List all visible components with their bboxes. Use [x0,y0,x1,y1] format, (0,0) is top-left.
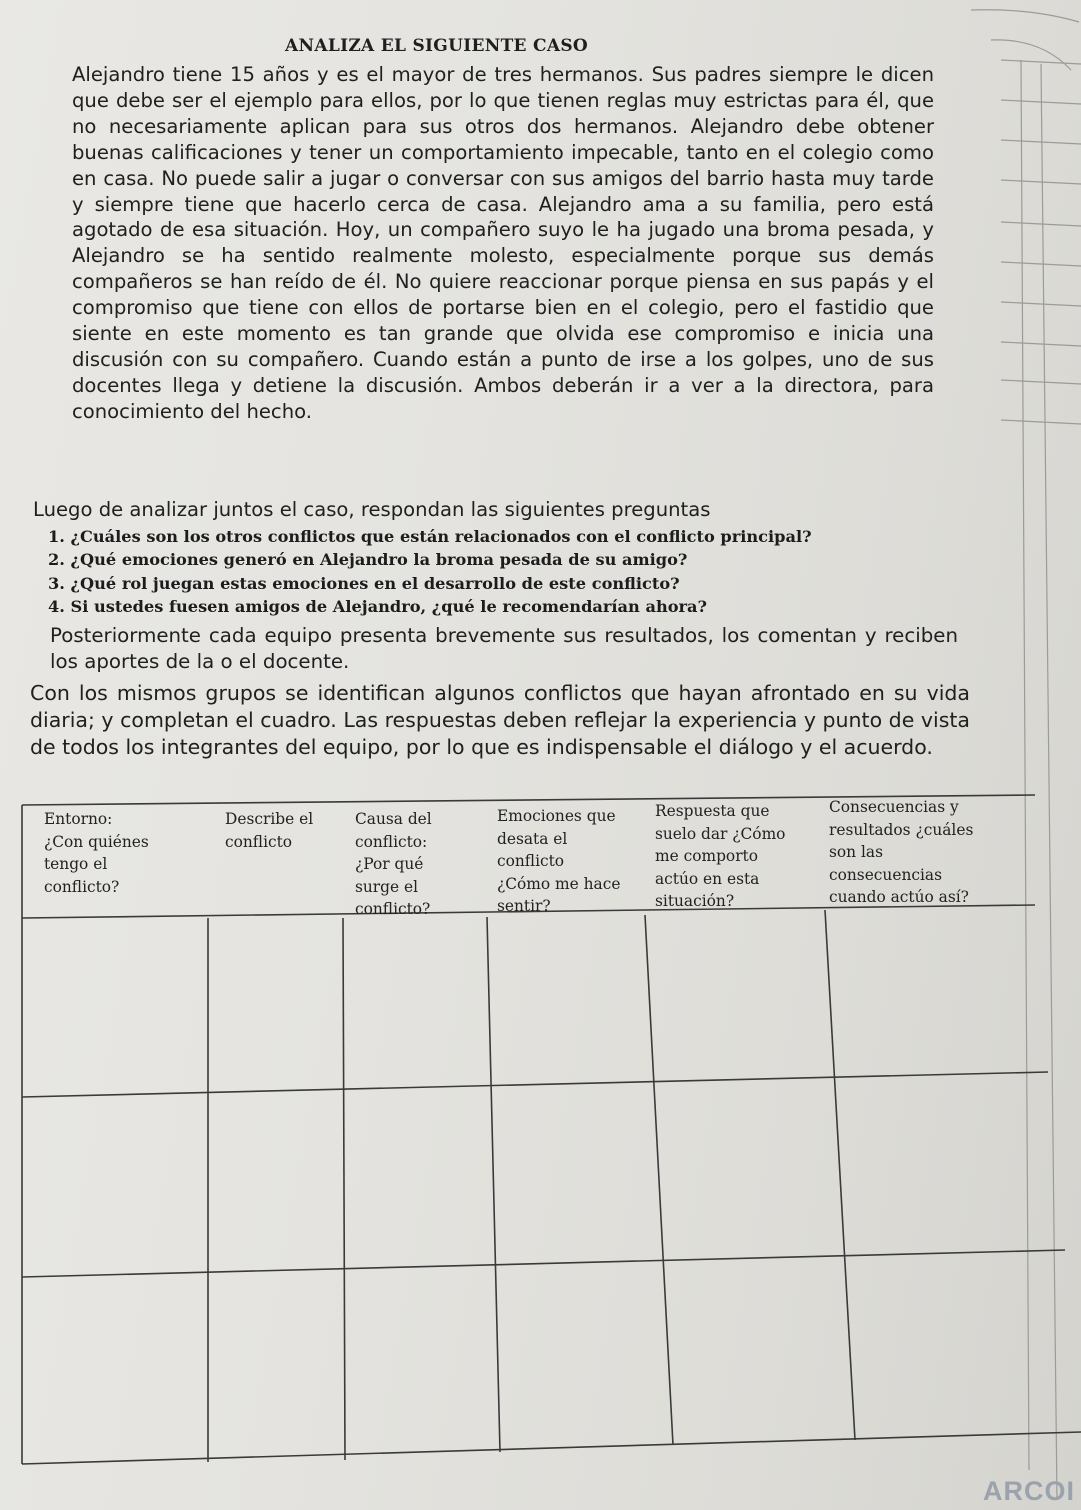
table-header-emociones: Emociones que desata el conflicto ¿Cómo me hace sentir? [497,807,621,915]
table-header-consecuencias: Consecuencias y resultados ¿cuáles son las consecuencias cuando actúo así? [829,798,974,906]
case-story: Alejandro tiene 15 años y es el mayor de tres hermanos. Sus padres siempre le dicen que debe ser el ejemplo para ellos, por lo que tienen reglas muy estrictas para él, que no necesariamente aplican para sus otros dos hermanos. Alejandro debe obtener buenas calificaciones y tener un comportamiento impecable, tanto en el colegio como en casa. No puede salir a jugar o conversar con sus amigos del barrio hasta muy tarde y siempre tiene que hacerlo cerca de casa. Alejandro ama a su familia, pero está agotado de esa situación. Hoy, un compañero suyo le ha jugado una broma pesada, y Alejandro se ha sentido realmente molesto, especialmente porque sus demás compañeros se han reído de él. No quiere reaccionar porque piensa en sus papás y el compromiso que tiene con ellos de portarse bien en el colegio, pero el fastidio que siente en este momento es tan grande que olvida ese compromiso e inicia una discusión con su compañero. Cuando están a punto de irse a los golpes, uno de sus docentes llega y detiene la discusión. Ambos deberán ir a ver a la directora, para conocimiento del hecho. [72,63,934,423]
table-instructions: Con los mismos grupos se identifican algunos conflictos que hayan afrontado en su vida diaria; y completan el cuadro. Las respuestas deben reflejar la experiencia y punto de vista de todos los integrantes del equipo, por lo que es indispensable el diálogo y el acuerdo. [30,681,970,759]
page-title: ANALIZA EL SIGUIENTE CASO [285,36,589,56]
publisher-watermark: ARCOI [983,1476,1075,1506]
table-header-respuesta: Respuesta que suelo dar ¿Cómo me comporto actúo en esta situación? [655,802,786,910]
question-item: 1. ¿Cuáles son los otros conflictos que están relacionados con el conflicto principal? [48,527,812,546]
instructions-intro: Luego de analizar juntos el caso, respondan las siguientes preguntas [33,498,711,521]
table-header-describe: Describe el conflicto [225,810,314,851]
question-item: 4. Si ustedes fuesen amigos de Alejandro, ¿qué le recomendarían ahora? [48,597,708,617]
table-header-causa: Causa del conflicto: ¿Por qué surge el conflicto? [355,810,432,918]
followup-paragraph: Posteriormente cada equipo presenta brevemente sus resultados, los comentan y reciben los aportes de la o el docente. [50,624,958,673]
table-header-entorno: Entorno: ¿Con quiénes tengo el conflicto? [44,810,149,896]
question-item: 2. ¿Qué emociones generó en Alejandro la broma pesada de su amigo? [48,550,688,570]
question-item: 3. ¿Qué rol juegan estas emociones en el desarrollo de este conflicto? [48,573,680,593]
